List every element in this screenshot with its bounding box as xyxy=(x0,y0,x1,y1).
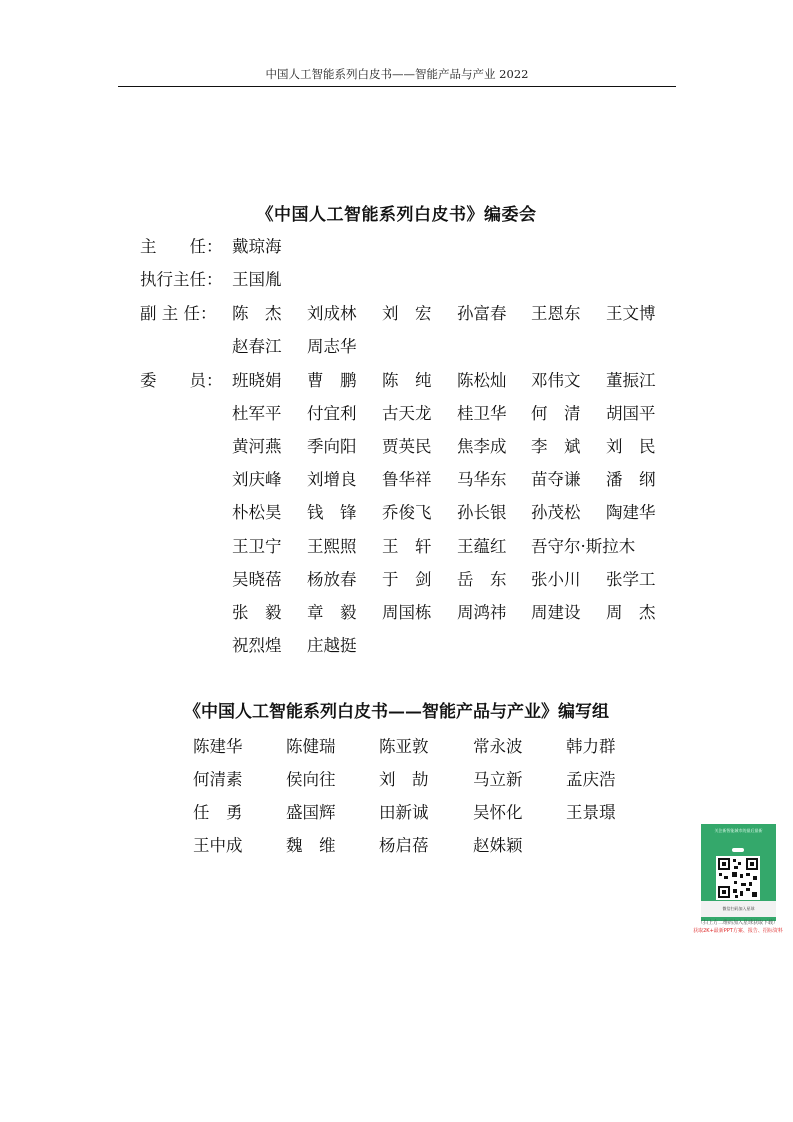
header-rule xyxy=(118,86,676,87)
role-label-director: 主 任： xyxy=(140,237,223,256)
writer-name: 马立新 xyxy=(473,770,523,789)
member-name: 刘庆峰 xyxy=(232,470,282,489)
member-name: 刘 民 xyxy=(606,437,656,456)
member-name: 周志华 xyxy=(307,337,357,356)
member-name: 周建设 xyxy=(531,603,581,622)
writer-name: 赵姝颖 xyxy=(473,836,523,855)
member-name: 曹 鹏 xyxy=(307,371,357,390)
member-name: 杨放春 xyxy=(307,570,357,589)
member-name: 王恩东 xyxy=(531,304,581,323)
role-label-deputy-director: 副 主 任： xyxy=(140,304,217,323)
member-name: 胡国平 xyxy=(606,404,656,423)
member-name: 贾英民 xyxy=(382,437,432,456)
writer-name: 吴怀化 xyxy=(473,803,523,822)
writer-name: 王景璟 xyxy=(566,803,616,822)
member-name: 刘增良 xyxy=(307,470,357,489)
member-name: 王卫宁 xyxy=(232,537,282,556)
member-name: 焦李成 xyxy=(457,437,507,456)
member-name: 吾守尔·斯拉木 xyxy=(531,537,636,556)
member-name: 陈 纯 xyxy=(382,371,432,390)
member-name: 周国栋 xyxy=(382,603,432,622)
member-name: 古天龙 xyxy=(382,404,432,423)
member-name: 王国胤 xyxy=(232,270,282,289)
writing-group-title: 《中国人工智能系列白皮书——智能产品与产业》编写组 xyxy=(184,702,609,722)
writer-name: 刘 劼 xyxy=(379,770,429,789)
member-name: 杜军平 xyxy=(232,404,282,423)
member-name: 周 杰 xyxy=(606,603,656,622)
member-name: 鲁华祥 xyxy=(382,470,432,489)
member-name: 李 斌 xyxy=(531,437,581,456)
member-name: 王文博 xyxy=(606,304,656,323)
member-name: 邓伟文 xyxy=(531,371,581,390)
member-name: 朴松昊 xyxy=(232,503,282,522)
promo-foot-text: 微信扫码加入星球 xyxy=(701,901,776,917)
member-name: 王熙照 xyxy=(307,537,357,556)
member-name: 陈松灿 xyxy=(457,371,507,390)
writer-name: 魏 维 xyxy=(286,836,336,855)
member-name: 岳 东 xyxy=(457,570,507,589)
writer-name: 常永波 xyxy=(473,737,523,756)
member-name: 张小川 xyxy=(531,570,581,589)
writer-name: 任 勇 xyxy=(193,803,243,822)
member-name: 陶建华 xyxy=(606,503,656,522)
member-name: 刘 宏 xyxy=(382,304,432,323)
member-name: 吴晓蓓 xyxy=(232,570,282,589)
member-name: 孙长银 xyxy=(457,503,507,522)
member-name: 赵春江 xyxy=(232,337,282,356)
member-name: 刘成林 xyxy=(307,304,357,323)
committee-title: 《中国人工智能系列白皮书》编委会 xyxy=(256,205,537,225)
promo-tag xyxy=(732,848,744,852)
member-name: 张 毅 xyxy=(232,603,282,622)
writer-name: 何清素 xyxy=(193,770,243,789)
writer-name: 陈建华 xyxy=(193,737,243,756)
member-name: 于 剑 xyxy=(382,570,432,589)
writer-name: 陈健瑞 xyxy=(286,737,336,756)
writer-name: 盛国辉 xyxy=(286,803,336,822)
writer-name: 杨启蓓 xyxy=(379,836,429,855)
member-name: 庄越挺 xyxy=(307,636,357,655)
writer-name: 田新诚 xyxy=(379,803,429,822)
member-name: 班晓娟 xyxy=(232,371,282,390)
promo-head-text: 关注新智能城市的最后最新 xyxy=(714,828,763,833)
writer-name: 王中成 xyxy=(193,836,243,855)
member-name: 周鸿祎 xyxy=(457,603,507,622)
member-name: 孙富春 xyxy=(457,304,507,323)
writer-name: 侯向往 xyxy=(286,770,336,789)
member-name: 季向阳 xyxy=(307,437,357,456)
member-name: 张学工 xyxy=(606,570,656,589)
member-name: 王 轩 xyxy=(382,537,432,556)
writer-name: 孟庆浩 xyxy=(566,770,616,789)
member-name: 马华东 xyxy=(457,470,507,489)
role-label-members: 委 员： xyxy=(140,371,223,390)
member-name: 孙茂松 xyxy=(531,503,581,522)
member-name: 钱 锋 xyxy=(307,503,357,522)
running-header: 中国人工智能系列白皮书——智能产品与产业 2022 xyxy=(265,67,529,81)
member-name: 戴琼海 xyxy=(232,237,282,256)
role-label-executive-director: 执行主任： xyxy=(140,270,223,289)
promo-note: （扫上方二维码加入星球获取下载） xyxy=(697,920,778,926)
member-name: 何 清 xyxy=(531,404,581,423)
member-name: 桂卫华 xyxy=(457,404,507,423)
member-name: 潘 纲 xyxy=(606,470,656,489)
member-name: 黄河燕 xyxy=(232,437,282,456)
qr-code-icon[interactable] xyxy=(716,856,760,900)
member-name: 乔俊飞 xyxy=(382,503,432,522)
member-name: 章 毅 xyxy=(307,603,357,622)
writer-name: 陈亚敦 xyxy=(379,737,429,756)
member-name: 董振江 xyxy=(606,371,656,390)
member-name: 陈 杰 xyxy=(232,304,282,323)
member-name: 付宜利 xyxy=(307,404,357,423)
member-name: 王蕴红 xyxy=(457,537,507,556)
member-name: 苗夺谦 xyxy=(531,470,581,489)
writer-name: 韩力群 xyxy=(566,737,616,756)
promo-note-highlight: 获取2K+最新PPT方案、报告、招标资料 xyxy=(693,928,783,934)
member-name: 祝烈煌 xyxy=(232,636,282,655)
